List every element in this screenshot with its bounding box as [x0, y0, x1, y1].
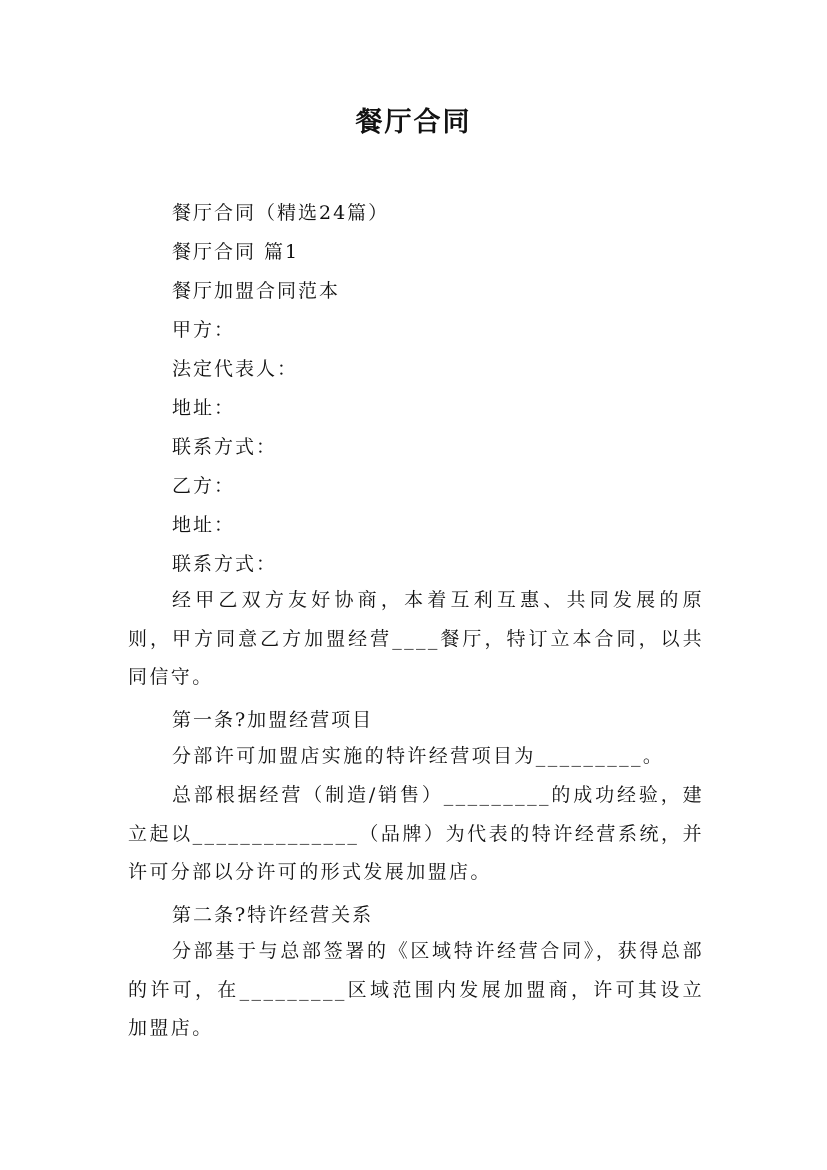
- article-1-paragraph-1: 分部许可加盟店实施的特许经营项目为_________。: [172, 745, 665, 767]
- section-heading: 餐厅合同 篇1: [172, 241, 300, 263]
- contract-name: 餐厅加盟合同范本: [172, 280, 341, 302]
- legal-rep-label: 法定代表人：: [172, 358, 299, 380]
- party-a-label: 甲方：: [172, 319, 236, 341]
- article-2-title: 第二条?特许经营关系: [172, 904, 374, 926]
- party-a-address-label: 地址：: [172, 397, 236, 419]
- document-title: 餐厅合同: [355, 107, 472, 138]
- party-b-address-label: 地址：: [172, 514, 236, 536]
- subtitle-line: 餐厅合同（精选24篇）: [172, 202, 390, 224]
- intro-paragraph: 经甲乙双方友好协商，本着互利互惠、共同发展的原则，甲方同意乙方加盟经营____餐厅，特订立本合同，以共同信守。: [128, 589, 704, 688]
- party-b-label: 乙方：: [172, 475, 236, 497]
- party-b-contact-label: 联系方式：: [172, 553, 278, 575]
- party-a-contact-label: 联系方式：: [172, 436, 278, 458]
- article-2-paragraph-1: 分部基于与总部签署的《区域特许经营合同》，获得总部的许可，在_________区域范围内发展加盟商，许可其设立加盟店。: [128, 940, 704, 1039]
- article-1-paragraph-2: 总部根据经营（制造/销售）_________的成功经验，建立起以______________（品牌）为代表的特许经营系统，并许可分部以分许可的形式发展加盟店。: [128, 784, 704, 883]
- article-1-title: 第一条?加盟经营项目: [172, 709, 374, 731]
